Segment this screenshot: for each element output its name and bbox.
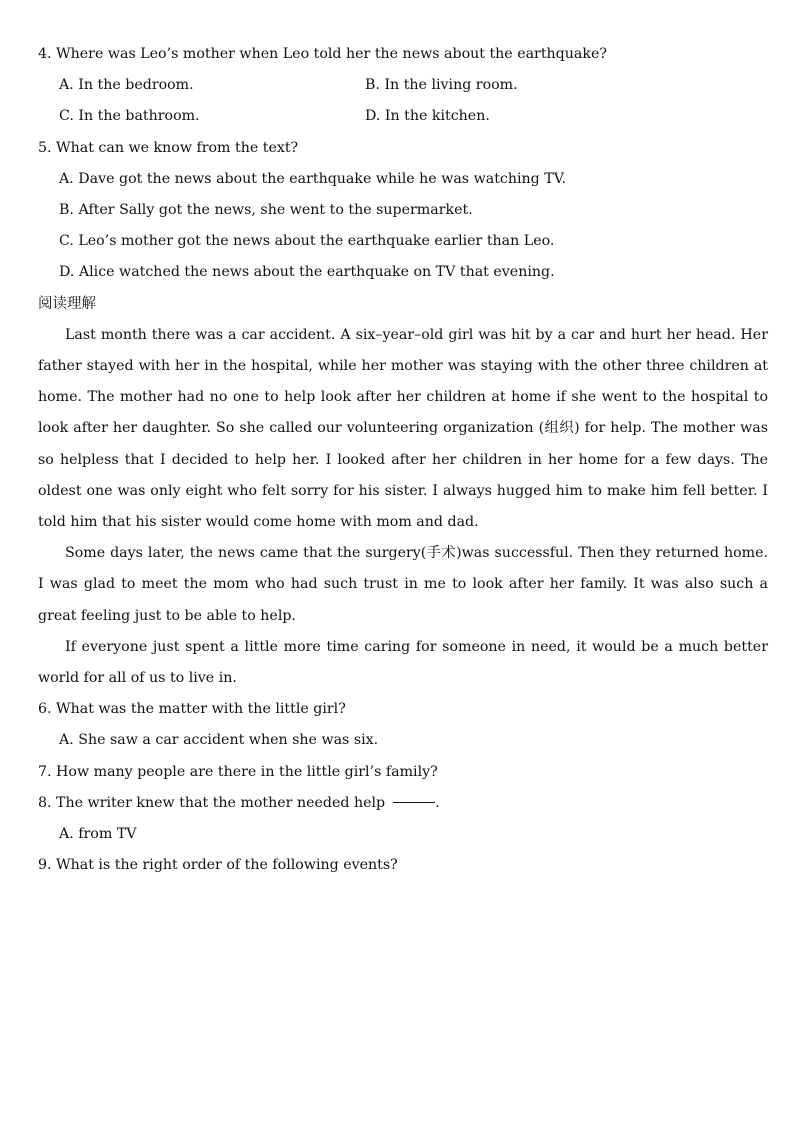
answer-blank [393,802,435,803]
question-4-options-row-1 [38,75,768,106]
option-a: A. from TV [59,825,137,842]
option-a: A. She saw a car accident when she was six. [59,732,379,749]
option-c: C. In the bathroom. [59,108,200,125]
option-b: B. In the living room. [365,77,518,94]
question-6: 6. What was the matter with the little girl? [38,701,346,718]
passage-paragraph-2: Some days later, the news came that the surgery(手术)was successful. Then they returned home. I was glad to meet the mom who had such trust in me to look after her family. It was also such a great feeling just to be able to help. [38,545,768,624]
option-c: C. Leo’s mother got the news about the earthquake earlier than Leo. [59,233,555,250]
option-a: A. In the bedroom. [59,77,194,94]
question-5: 5. What can we know from the text? [38,139,299,156]
passage [38,320,768,694]
option-d: D. In the kitchen. [365,108,490,125]
document-page [38,44,768,886]
question-7: 7. How many people are there in the little girl’s family? [38,763,438,780]
option-b: B. After Sally got the news, she went to the supermarket. [59,201,473,218]
question-9: 9. What is the right order of the following events? [38,857,398,874]
question-4-options-row-2 [38,106,768,137]
question-8: 8. The writer knew that the mother needed help . [38,794,440,811]
option-d: D. Alice watched the news about the earthquake on TV that evening. [59,264,555,281]
passage-paragraph-1: Last month there was a car accident. A six–year–old girl was hit by a car and hurt her head. Her father stayed with her in the hospital, while her mother was staying with the other three children at home. The mother had no one to help look after her children at home if she went to the hospital to look after her daughter. So she called our volunteering organization (组织) for help. The mother was so helpless that I decided to help her. I looked after her children in her home for a few days. The oldest one was only eight who felt sorry for his sister. I always hugged him to make him fell better. I told him that his sister would come home with mom and dad. [38,326,768,530]
section-title: 阅读理解 [38,295,96,312]
option-a: A. Dave got the news about the earthquake while he was watching TV. [59,170,566,187]
passage-paragraph-3: If everyone just spent a little more time caring for someone in need, it would be a much better world for all of us to live in. [38,638,768,686]
question-4: 4. Where was Leo’s mother when Leo told her the news about the earthquake? [38,46,607,62]
